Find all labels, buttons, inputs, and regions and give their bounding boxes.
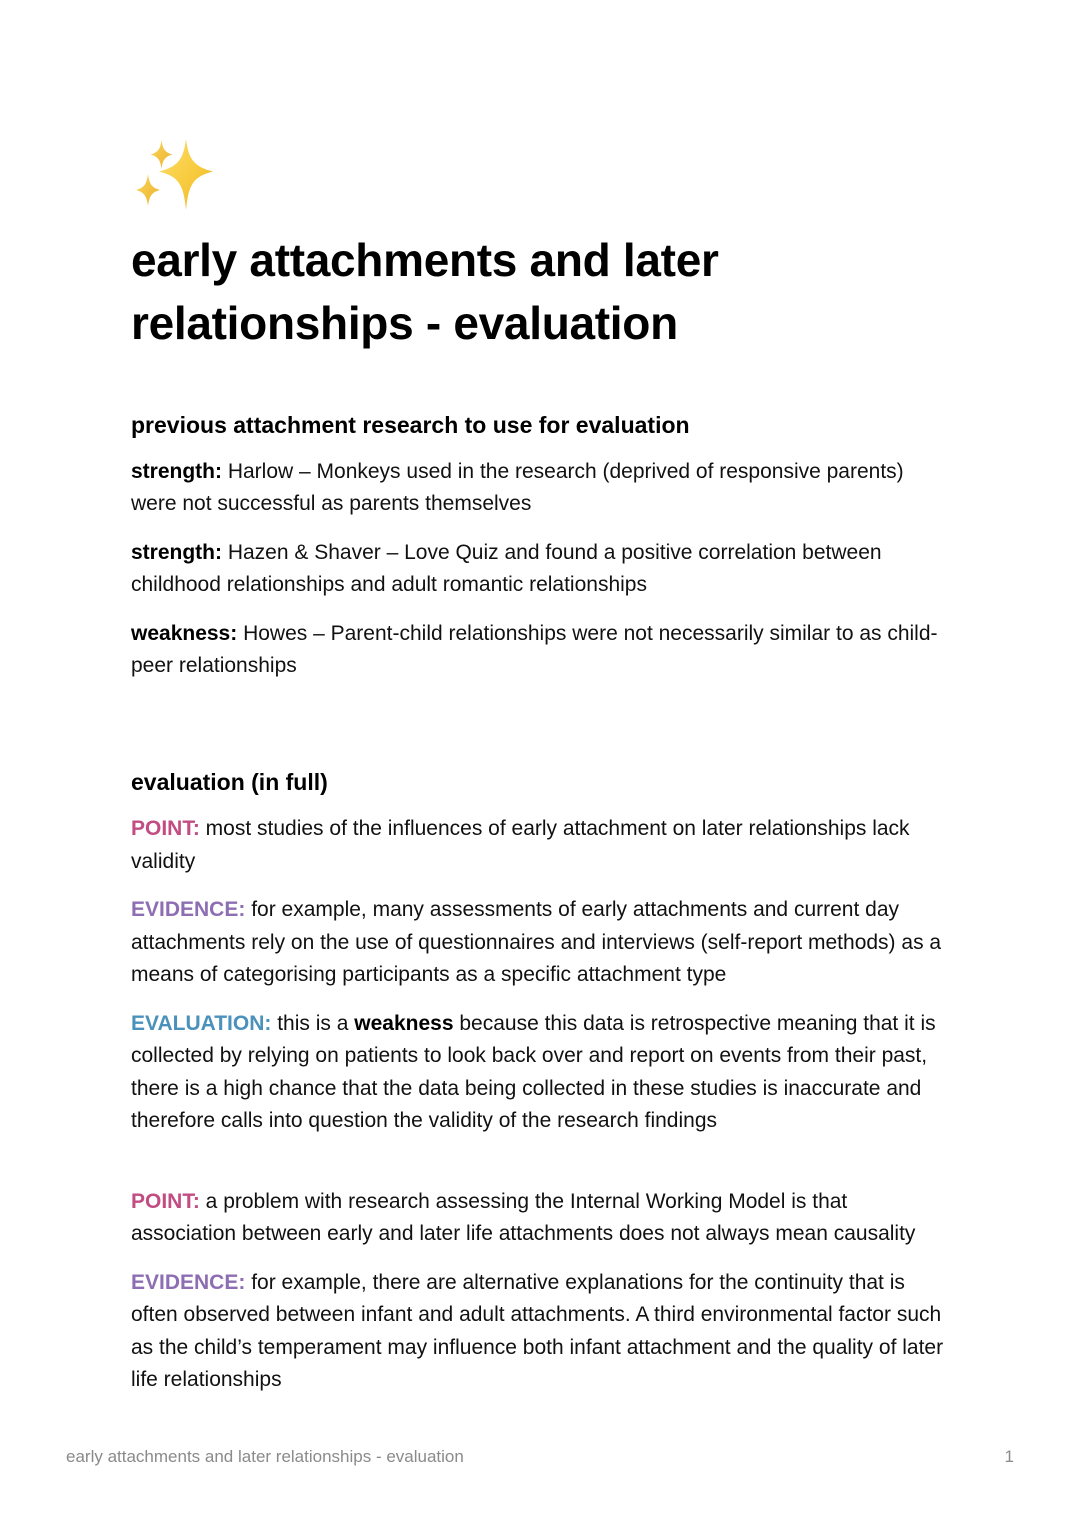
paragraph-text: for example, many assessments of early attachments and current day attachments rely on the use of questionnaires and interviews (self-report methods) as a means of categorising participants as a specific attachment type xyxy=(131,898,942,987)
paragraph-label-evaluation: EVALUATION: xyxy=(131,1011,272,1035)
paragraph-text-after-bold: because this data is retrospective meaning that it is collected by relying on patients to look back over and report on events from their past, there is a high chance that the data being collected in these studies is inaccurate and therefore calls into question the validity of the research findings xyxy=(131,1011,936,1133)
paragraph-label-evidence: EVIDENCE: xyxy=(131,898,246,922)
paragraph-strength-harlow xyxy=(131,441,949,521)
paragraph-text: Hazen & Shaver – Love Quiz and found a positive correlation between childhood relationships and adult romantic relationships xyxy=(131,540,882,597)
paragraph-label-weakness: weakness: xyxy=(131,621,238,645)
paragraph-strength-hazen-shaver xyxy=(131,521,949,602)
paragraph-text: for example, there are alternative explanations for the continuity that is often observed between infant and adult attachments. A third environmental factor such as the child’s temperament may influence both infant attachment and the quality of later life relationships xyxy=(131,1270,944,1392)
paragraph-weakness-howes xyxy=(131,602,949,683)
paragraph-label-strength: strength: xyxy=(131,459,222,483)
section-heading-previous-research: previous attachment research to use for evaluation xyxy=(131,411,690,438)
paragraph-text: Howes – Parent-child relationships were not necessarily similar to as child-peer relationships xyxy=(131,621,938,678)
page-footer xyxy=(66,1447,1014,1467)
paragraph-label-point: POINT: xyxy=(131,1189,200,1213)
sparkles-emoji-icon xyxy=(131,131,227,217)
page-title: early attachments and later relationships - evaluation xyxy=(131,234,719,350)
paragraph-evaluation-1 xyxy=(131,992,949,1138)
paragraph-text: Harlow – Monkeys used in the research (deprived of responsive parents) were not successful as parents themselves xyxy=(131,459,904,516)
footer-document-title: early attachments and later relationships - evaluation xyxy=(66,1447,464,1466)
footer-page-number: 1 xyxy=(1004,1447,1014,1466)
paragraph-label-evidence: EVIDENCE: xyxy=(131,1270,246,1294)
paragraph-evidence-2 xyxy=(131,1251,949,1397)
paragraph-label-strength: strength: xyxy=(131,540,222,564)
emoji-row xyxy=(131,0,949,223)
paragraph-point-1 xyxy=(131,798,949,878)
paragraph-emphasis-weakness: weakness xyxy=(354,1011,454,1035)
paragraph-text: a problem with research assessing the Internal Working Model is that association between early and later life attachments does not always mean causality xyxy=(131,1189,916,1246)
paragraph-text: most studies of the influences of early attachment on later relationships lack validity xyxy=(131,817,910,873)
page-content xyxy=(131,0,949,1397)
section-heading-evaluation-in-full: evaluation (in full) xyxy=(131,768,328,795)
paragraph-point-2 xyxy=(131,1138,949,1251)
paragraph-text-before-bold: this is a xyxy=(271,1011,355,1035)
paragraph-label-point: POINT: xyxy=(131,817,200,841)
paragraph-evidence-1 xyxy=(131,878,949,992)
